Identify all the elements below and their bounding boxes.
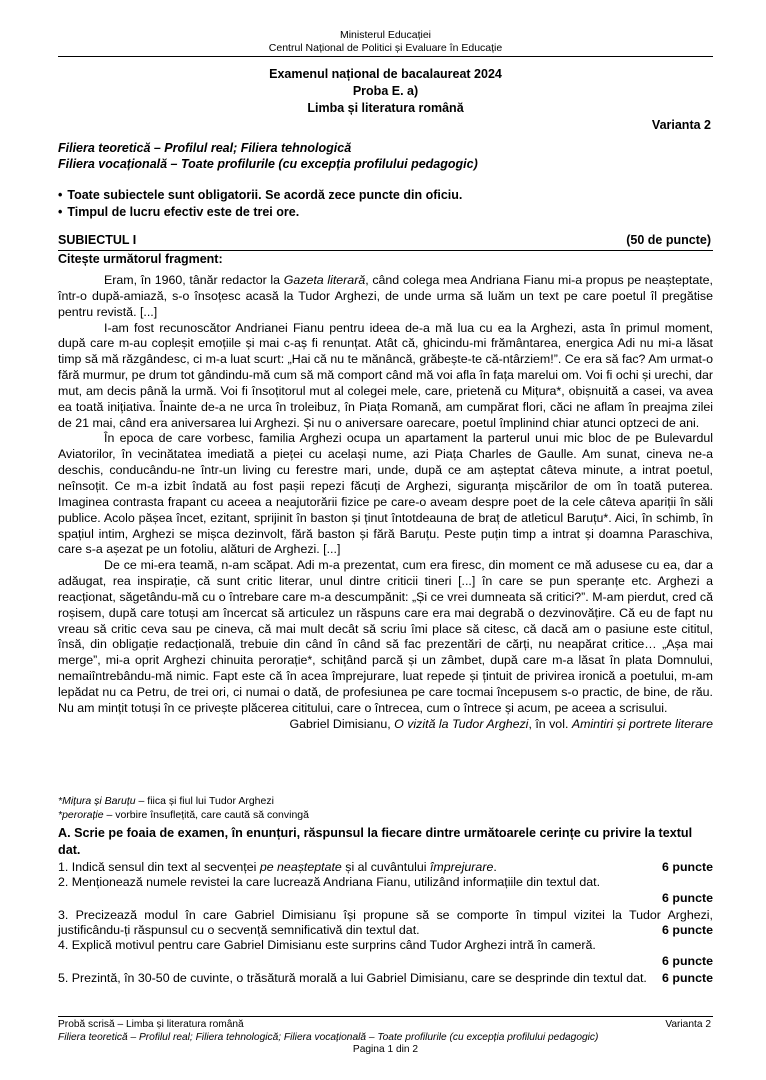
footer-divider [58, 1016, 713, 1017]
filiera-line-1: Filiera teoretică – Profilul real; Filiera tehnologică [58, 141, 352, 155]
requirement-item: 5. Prezintă, în 30-50 de cuvinte, o trăsătură morală a lui Gabriel Dimisianu, care se desprinde din textul dat. 6 puncte [58, 971, 713, 986]
requirement-item: 2. Menționează numele revistei la care lucrează Andriana Fianu, utilizând informațiile din textul dat. 6 puncte [58, 875, 713, 905]
requirement-item: 6 puncte 1. Indică sensul din text al secvenței pe neașteptate și al cuvântului împrejurare. [58, 860, 713, 874]
requirements-list [58, 860, 713, 986]
page-footer [58, 1019, 713, 1057]
page-number: Pagina 1 din 2 [352, 1044, 419, 1055]
footnote: *Mițura și Baruțu – fiica și fiul lui Tudor Arghezi [58, 795, 274, 807]
footer-filiere: Filiera teoretică – Profilul real; Filiera tehnologică; Filiera vocațională – Toate profilurile (cu excepția profilului pedagogic) [58, 1031, 599, 1043]
variant-label: Varianta 2 [651, 118, 711, 132]
footnote: *perorație – vorbire însuflețită, care caută să convingă [58, 809, 309, 821]
section-instruction: Citește următorul fragment: [58, 252, 223, 266]
section-divider [58, 250, 713, 251]
footnotes [58, 794, 309, 822]
fragment-paragraph: De ce mi-era teamă, n-am scăpat. Adi m-a prezentat, cum era firesc, din moment ce mă adusese cu ea, dar a adăugat, rea inspirație, că sunt critic literar, unul dintre criticii tineri [...] în care se pun speranțe etc. Arghezi a reacționat, săgetându-mă cu o întrebare care m-a descumpănit: „Și ce vrei dumneata să critici?”. M-am pierdut, cred că roșisem, după care totuși am încercat să articulez un răspuns care era mai degrabă o dezvinovățire. Că eu de fapt nu vreau să critic ceva sau pe cineva, că mai mult decât să scriu îmi place să citesc, că dacă am o pasiune este cititul, însă, din obligație redacțională, trebuie din când în când să fac prezentări de cărți, nu neapărat critice… „Așa mai merge”, mi-a oprit Arghezi chinuita perorație*, schițând parcă și un zâmbet, după care m-a lăsat în plata Domnului, nemaiîntrebându-mă nimic. Fapt este că în acea împrejurare, luat repede și țintuit de privirea ironică a poetului, m-am lepădat nu ca Petru, de trei ori, ci numai o dată, de profesiunea pe care tocmai începusem s-o practic, de bine, de rău. Nu am mințit totuși în ce privește plăcerea cititului, care o întrecea, cum o întrece și acum, pe aceea a scrisului. [58, 558, 713, 715]
fragment-paragraph: În epoca de care vorbesc, familia Arghezi ocupa un apartament la parterul unui mic bloc de pe Bulevardul Aviatorilor, în vecinătatea imediată a pieței cu același nume, azi Piața Charles de Gaulle. Am sunat, cineva ne-a deschis, conducându-ne într-un living cu ferestre mari, unde, după ce am așteptat câteva minute, a intrat poetul, neînsoțit. Ce m-a izbit îndată au fost pașii repezi făcuți de Arghezi, siguranța mișcărilor de om în toată puterea. Imaginea contrasta frapant cu aceea a neajutorării fizice pe care-o aveam despre poet de la cele câteva apariții în săli publice. Acolo pășea încet, ezitant, sprijinit în baston și ținut întotdeauna de braț de atleticul Baruțu*. Aici, în schimb, în spațiul intim, Arghezi se mișca dezinvolt, fără baston și fără Baruțu. Peste puțin timp a intrat și doamna Paraschiva, care s-a așezat pe un fotoliu, alături de Arghezi. [...] [58, 431, 713, 557]
proba-title: Proba E. a) [352, 84, 419, 98]
section-points: (50 de puncte) [626, 233, 711, 247]
footer-variant: Varianta 2 [665, 1019, 711, 1030]
literary-fragment [58, 273, 713, 732]
requirements-heading: A. Scrie pe foaia de examen, în enunțuri, răspunsul la fiecare dintre următoarele cerințe cu privire la textul dat. [58, 826, 693, 857]
fragment-paragraph: I-am fost recunoscător Andrianei Fianu pentru ideea de-a mă lua cu ea la Arghezi, asta în primul moment, după care m-au copleșit emoțiile și mai c-aș fi renunțat. Atât că, ghicindu-mi frământarea, energica Adi nu mi-a lăsat timp să mă răzgândesc, ci m-a luat scurt: „Hai că nu te mănâncă, grăbește-te că-ntârziem!”. Ce era să fac? Am urmat-o fără murmur, pe drum tot gândindu-mă cum să mă comport când mă voi afla în fața marelui om. Voi fi ochi și urechi, dar mut, am decis până la urmă. Voi fi însoțitorul mut al colegei mele, care, prietenă cu Mițura*, obișnuită a casei, va avea ea toată inițiativa. Înainte de-a ne urca în troleibuz, în Piața Romană, am cumpărat flori, căci ne aflam în preajma zilei de 21 mai, când era aniversarea lui Arghezi. Și nu o aniversare oarecare, poetul împlinind chiar atunci optzeci de ani. [58, 320, 713, 430]
requirement-item: 4. Explică motivul pentru care Gabriel Dimisianu este surprins când Tudor Arghezi intră în cameră. 6 puncte [58, 938, 713, 968]
exam-titles [58, 66, 713, 117]
footer-left: Probă scrisă – Limba și literatura română [58, 1019, 244, 1030]
exam-title: Examenul național de bacalaureat 2024 [269, 67, 502, 81]
fragment-paragraph: Eram, în 1960, tânăr redactor la Gazeta literară, când colega mea Andriana Fianu mi-a propus pe neașteptate, într-o după-amiază, s-o însoțesc acasă la Tudor Arghezi, de unde urma să luăm un text pe care poetul îl pregătise pentru revistă. [...] [58, 273, 713, 319]
page-header [58, 29, 713, 55]
ministry-name: Ministerul Educației [339, 29, 432, 41]
rule-item: • Toate subiectele sunt obligatorii. Se acordă zece puncte din oficiu. [58, 187, 462, 204]
filiere-block [58, 140, 478, 172]
section-header [58, 233, 713, 247]
subject-title: Limba și literatura română [307, 101, 464, 115]
center-name: Centrul Național de Politici și Evaluare în Educație [268, 42, 503, 54]
header-divider [58, 56, 713, 57]
filiera-line-2: Filiera vocațională – Toate profilurile (cu excepția profilului pedagogic) [58, 157, 478, 171]
exam-page [58, 0, 713, 1080]
rule-item: • Timpul de lucru efectiv este de trei ore. [58, 204, 462, 221]
requirement-item: 3. Precizează modul în care Gabriel Dimisianu își propune să se comporte în timpul vizitei la Tudor Arghezi, justificându-ți răspunsul cu o secvență semnificativă din textul dat. 6 puncte [58, 907, 713, 938]
exam-rules [58, 187, 462, 221]
section-title: SUBIECTUL I [58, 233, 137, 247]
fragment-source: Gabriel Dimisianu, O vizită la Tudor Arghezi, în vol. Amintiri și portrete literare [289, 716, 713, 731]
